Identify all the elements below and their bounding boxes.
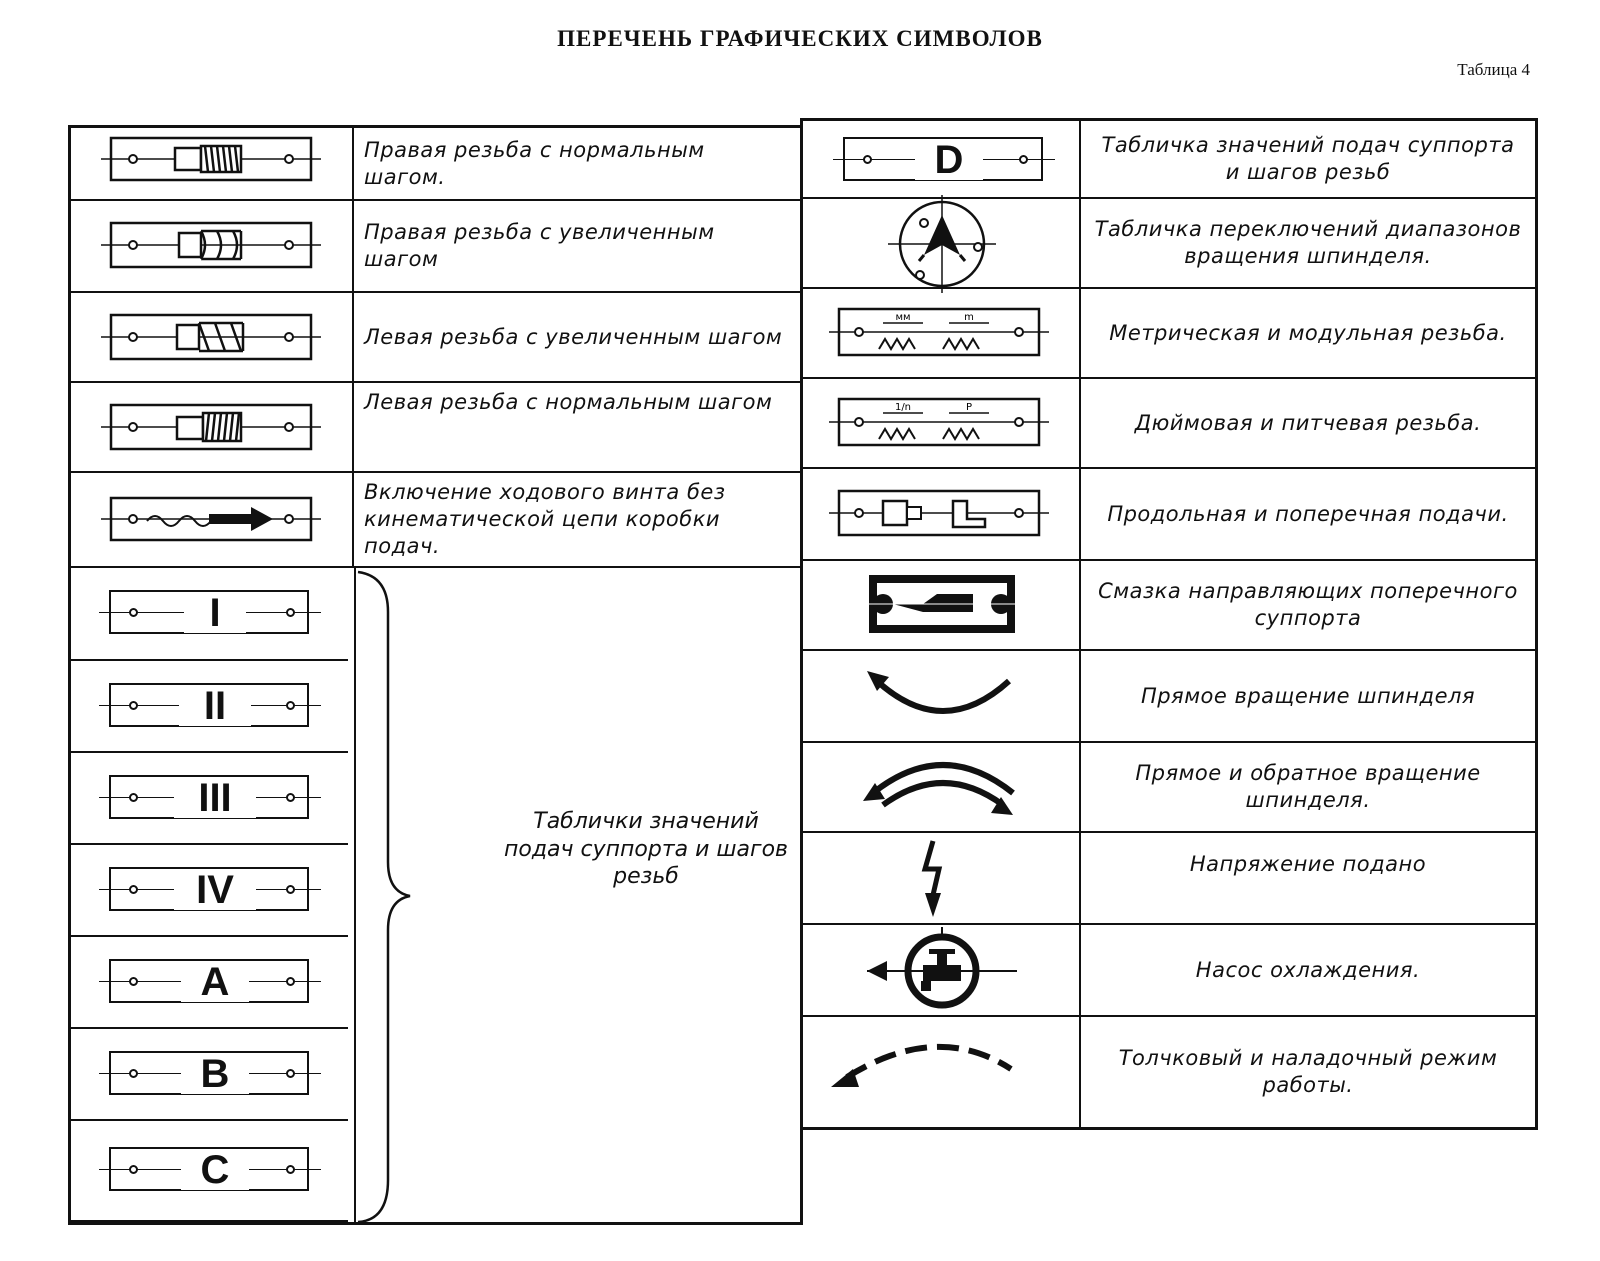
mounting-hole [129,977,138,986]
table-row [803,469,1535,561]
table-row [71,128,800,201]
table-row [803,121,1535,199]
plate-label: III [174,778,256,818]
mounting-hole [129,793,138,802]
row-description: Насос охлаждения. [1195,957,1421,982]
spindle-forward-rotation-icon [803,651,1081,743]
symbol-cell [803,925,1081,1015]
right-thread-normal-pitch-icon [71,128,354,201]
curly-brace-icon [356,568,396,1225]
table-row [71,937,348,1029]
symbol-cell [71,293,354,381]
row-description: Напряжение подано [1189,852,1427,876]
row-description: Правая резьба с увеличенным шагом [364,220,715,271]
table-row [71,661,348,753]
symbol-cell [803,743,1081,831]
metric-module-thread-icon [803,289,1081,379]
left-thread-normal-pitch-icon [71,383,354,473]
mounting-hole [286,608,295,617]
jog-setup-mode-icon [803,1017,1081,1127]
table-row [71,1121,348,1222]
mounting-hole [286,1165,295,1174]
coolant-pump-icon [803,925,1081,1017]
plate-label: II [179,686,251,726]
table-row [71,473,800,568]
plate-label: C [181,1150,249,1190]
mounting-hole [286,977,295,986]
brace-description: Таблички значений подач суппорта и шагов резьб [503,809,788,889]
table-row [803,743,1535,833]
symbol-cell [803,289,1081,377]
lead-screw-engage-icon [71,473,354,568]
thread-label: P [965,402,973,413]
table-row [803,833,1535,925]
table-row [803,199,1535,289]
table-row [71,1029,348,1121]
longitudinal-cross-feed-icon [803,469,1081,561]
table-number: Таблица 4 [1457,60,1530,79]
right-thread-increased-pitch-icon [71,201,354,293]
page-title: ПЕРЕЧЕНЬ ГРАФИЧЕСКИХ СИМВОЛОВ [557,26,1043,51]
symbol-cell [803,379,1081,467]
mounting-hole [286,793,295,802]
inch-pitch-thread-icon [803,379,1081,469]
mounting-hole [863,155,872,164]
symbol-cell [803,469,1081,559]
right-symbol-table [800,118,1538,1130]
cross-slide-lubrication-icon [803,561,1081,651]
mounting-hole [129,608,138,617]
row-description: Правая резьба с нормальным шагом. [364,137,705,189]
table-row [803,925,1535,1017]
plate-label: D [915,140,983,180]
table-row [71,293,800,383]
row-description: Прямое вращение шпинделя [1140,683,1476,708]
plate-label: A [181,962,249,1002]
left-symbol-table [68,125,803,1225]
mounting-hole [129,701,138,710]
table-row [71,201,800,293]
table-row [71,753,348,845]
thread-label: мм [895,312,911,323]
symbol-cell [803,561,1081,649]
spindle-forward-reverse-rotation-icon [803,743,1081,833]
mounting-hole [129,1165,138,1174]
row-description: Прямое и обратное вращение шпинделя. [1135,761,1481,812]
table-row [803,289,1535,379]
row-description: Табличка значений подач суппорта и шагов резьб [1101,133,1515,184]
row-description: Дюймовая и питчевая резьба. [1134,410,1482,435]
symbol-cell [803,121,1081,197]
symbol-cell [71,201,354,291]
row-description: Метрическая и модульная резьба. [1109,320,1507,345]
row-description: Включение ходового винта без кинематической цепи коробки подач. [364,480,726,558]
plate-label: B [181,1054,249,1094]
speed-range-switch-icon [803,199,1081,289]
plate-label: I [184,593,246,633]
symbol-cell [803,199,1081,287]
mounting-hole [129,885,138,894]
symbol-cell [71,128,354,199]
symbol-cell [803,651,1081,741]
row-description: Табличка переключений диапазонов вращения шпинделя. [1094,217,1522,268]
thread-label: m [964,312,974,323]
brace-description-cell [354,568,806,1225]
table-row [803,651,1535,743]
mounting-hole [1019,155,1028,164]
thread-label: 1/n [894,402,912,413]
plate-label: IV [174,870,256,910]
table-row [71,845,348,937]
symbol-cell [71,383,354,471]
row-description: Продольная и поперечная подачи. [1107,501,1509,526]
mounting-hole [129,1069,138,1078]
table-row [71,568,348,661]
mounting-hole [286,701,295,710]
left-thread-increased-pitch-icon [71,293,354,383]
table-row [803,1017,1535,1127]
symbol-cell [803,1017,1081,1127]
row-description: Левая резьба с увеличенным шагом [364,324,783,349]
symbol-cell [71,473,354,566]
row-description: Смазка направляющих поперечного суппорта [1098,579,1518,630]
row-description: Левая резьба с нормальным шагом [364,390,773,414]
row-description: Толчковый и наладочный режим работы. [1118,1046,1498,1097]
mounting-hole [286,1069,295,1078]
table-row [803,379,1535,469]
voltage-on-icon [803,833,1081,925]
symbol-cell [803,833,1081,923]
mounting-hole [286,885,295,894]
table-row [71,383,800,473]
table-row [803,561,1535,651]
